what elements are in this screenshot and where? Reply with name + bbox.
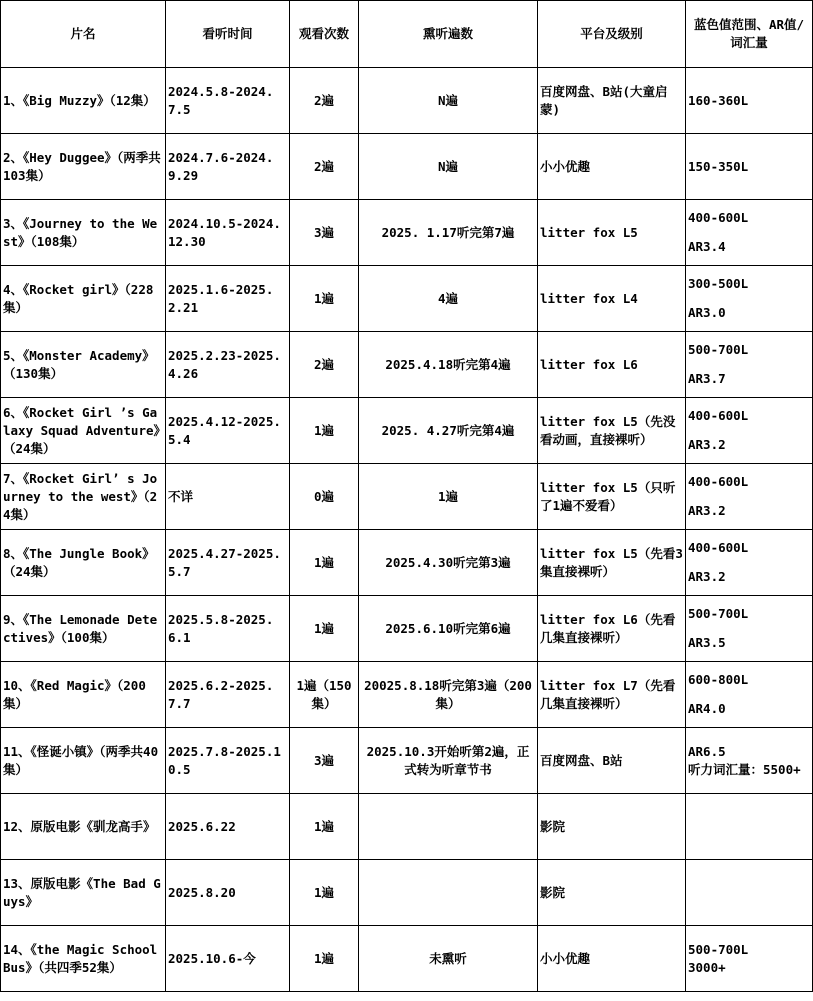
listens-cell: 未熏听 [359,926,538,992]
ar-value: AR3.2 [688,503,726,518]
views-cell: 2遍 [290,68,359,134]
ar-value: AR3.7 [688,371,726,386]
lexile-value: 400-600L [688,540,749,555]
platform-cell: 影院 [538,794,686,860]
platform-cell: 百度网盘、B站(大童启蒙) [538,68,686,134]
platform-cell: 影院 [538,860,686,926]
ar-value: AR4.0 [688,701,726,716]
views-cell: 1遍 [290,794,359,860]
lexile-value: 400-600L [688,408,749,423]
lexile-value: 500-700L [688,606,749,621]
platform-cell: 小小优趣 [538,926,686,992]
table-row [1,596,813,662]
level-cell [686,728,813,794]
views-cell: 1遍（150集） [290,662,359,728]
listens-cell: 4遍 [359,266,538,332]
header-listens: 熏听遍数 [359,1,538,68]
header-platform: 平台及级别 [538,1,686,68]
lexile-value: 150-350L [688,158,749,174]
level-cell [686,464,813,530]
level-cell [686,662,813,728]
level-cell [686,398,813,464]
level-cell [686,596,813,662]
platform-cell: litter fox L6 [538,332,686,398]
title-cell: 14、《the Magic School Bus》（共四季52集） [1,926,166,992]
listens-cell [359,794,538,860]
platform-cell: litter fox L5（只听了1遍不爱看） [538,464,686,530]
title-cell: 11、《怪诞小镇》（两季共40集） [1,728,166,794]
period-cell: 2025.6.2-2025.7.7 [166,662,290,728]
ar-value: AR3.2 [688,437,726,452]
title-cell: 13、原版电影《The Bad Guys》 [1,860,166,926]
period-cell: 2024.5.8-2024.7.5 [166,68,290,134]
title-cell: 4、《Rocket girl》（228集） [1,266,166,332]
period-cell: 2024.10.5-2024.12.30 [166,200,290,266]
table-row [1,398,813,464]
title-cell: 8、《The Jungle Book》（24集） [1,530,166,596]
level-cell [686,860,813,926]
views-cell: 1遍 [290,398,359,464]
header-title: 片名 [1,1,166,68]
lexile-value: 400-600L [688,474,749,489]
vocab-value: 3000+ [688,959,726,975]
listens-cell: 2025. 1.17听完第7遍 [359,200,538,266]
views-cell: 2遍 [290,134,359,200]
header-row [1,1,813,68]
ar-value: AR3.0 [688,305,726,320]
listens-cell: N遍 [359,134,538,200]
period-cell: 2025.4.27-2025.5.7 [166,530,290,596]
lexile-value: 500-700L [688,941,749,957]
listens-cell: 2025.4.18听完第4遍 [359,332,538,398]
table-row [1,68,813,134]
table-row [1,200,813,266]
title-cell: 6、《Rocket Girl ’s Galaxy Squad Adventure》（24集） [1,398,166,464]
views-cell: 1遍 [290,266,359,332]
period-cell: 2025.10.6-今 [166,926,290,992]
views-cell: 1遍 [290,596,359,662]
title-cell: 5、《Monster Academy》（130集） [1,332,166,398]
ar-value: AR3.4 [688,239,726,254]
period-cell: 不详 [166,464,290,530]
title-cell: 1、《Big Muzzy》（12集） [1,68,166,134]
title-cell: 3、《Journey to the West》（108集） [1,200,166,266]
period-cell: 2025.1.6-2025.2.21 [166,266,290,332]
table-row [1,332,813,398]
lexile-value: 300-500L [688,276,749,291]
header-views: 观看次数 [290,1,359,68]
period-cell: 2025.7.8-2025.10.5 [166,728,290,794]
listens-cell: N遍 [359,68,538,134]
table-row [1,794,813,860]
level-cell [686,134,813,200]
platform-cell: 百度网盘、B站 [538,728,686,794]
level-cell [686,332,813,398]
lexile-value: 600-800L [688,672,749,687]
period-cell: 2025.6.22 [166,794,290,860]
listens-cell: 1遍 [359,464,538,530]
listens-cell: 20025.8.18听完第3遍（200集） [359,662,538,728]
views-cell: 2遍 [290,332,359,398]
period-cell: 2025.4.12-2025.5.4 [166,398,290,464]
level-cell [686,926,813,992]
listens-cell: 2025.10.3开始听第2遍，正式转为听章节书 [359,728,538,794]
level-cell [686,200,813,266]
table-row [1,926,813,992]
lexile-value: 500-700L [688,342,749,357]
platform-cell: litter fox L6（先看几集直接裸听） [538,596,686,662]
level-cell [686,794,813,860]
header-level: 蓝色值范围、AR值/词汇量 [686,1,813,68]
title-cell: 10、《Red Magic》（200集） [1,662,166,728]
level-cell [686,266,813,332]
title-cell: 12、原版电影《驯龙高手》 [1,794,166,860]
views-cell: 1遍 [290,926,359,992]
platform-cell: litter fox L5（先没看动画，直接裸听） [538,398,686,464]
platform-cell: litter fox L5（先看3集直接裸听） [538,530,686,596]
period-cell: 2025.2.23-2025.4.26 [166,332,290,398]
listens-cell: 2025. 4.27听完第4遍 [359,398,538,464]
table-row [1,530,813,596]
table-row [1,464,813,530]
ar-level-value: AR6.5 [688,743,726,759]
title-cell: 9、《The Lemonade Detectives》（100集） [1,596,166,662]
table-row [1,134,813,200]
platform-cell: litter fox L5 [538,200,686,266]
title-cell: 2、《Hey Duggee》（两季共103集） [1,134,166,200]
title-cell: 7、《Rocket Girl’ s Journey to the west》（24集） [1,464,166,530]
period-cell: 2024.7.6-2024. 9.29 [166,134,290,200]
platform-cell: litter fox L7（先看几集直接裸听） [538,662,686,728]
views-cell: 3遍 [290,200,359,266]
table-row [1,728,813,794]
level-cell [686,68,813,134]
views-cell: 3遍 [290,728,359,794]
table-row [1,860,813,926]
header-period: 看听时间 [166,1,290,68]
listens-cell [359,860,538,926]
ar-value: AR3.5 [688,635,726,650]
views-cell: 1遍 [290,860,359,926]
listening-vocab-value: 听力词汇量：5500+ [688,761,801,777]
table-row [1,662,813,728]
platform-cell: 小小优趣 [538,134,686,200]
level-cell [686,530,813,596]
listens-cell: 2025.4.30听完第3遍 [359,530,538,596]
platform-cell: litter fox L4 [538,266,686,332]
lexile-value: 400-600L [688,210,749,225]
table-row [1,266,813,332]
lexile-value: 160-360L [688,92,749,108]
period-cell: 2025.5.8-2025.6.1 [166,596,290,662]
views-cell: 0遍 [290,464,359,530]
listens-cell: 2025.6.10听完第6遍 [359,596,538,662]
period-cell: 2025.8.20 [166,860,290,926]
views-cell: 1遍 [290,530,359,596]
ar-value: AR3.2 [688,569,726,584]
